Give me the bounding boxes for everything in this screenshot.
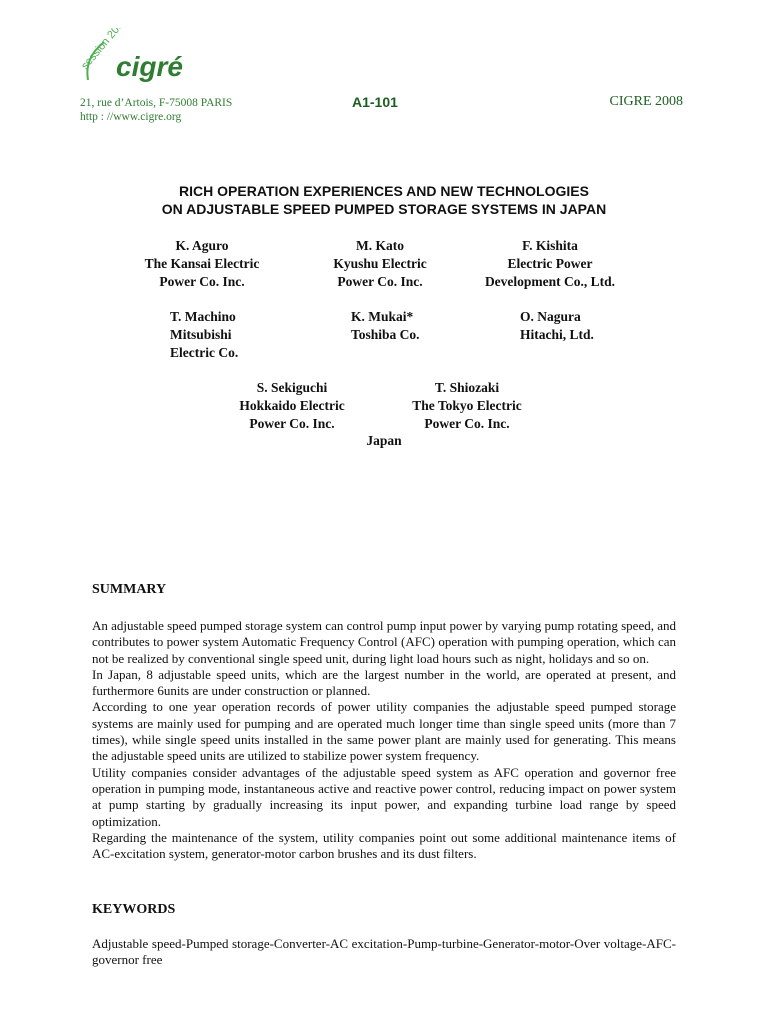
- title-line-1: RICH OPERATION EXPERIENCES AND NEW TECHNOLOGIES: [179, 183, 589, 199]
- address-line: 21, rue d’Artois, F-75008 PARIS: [80, 97, 233, 109]
- author-affiliation: Power Co. Inc.: [424, 416, 510, 431]
- author-block: [470, 237, 630, 291]
- keywords-text: Adjustable speed-Pumped storage-Converter-AC excitation-Pump-turbine-Generator-motor-Over voltage-AFC-governor free: [92, 936, 676, 968]
- author-affiliation: Power Co. Inc.: [337, 274, 423, 289]
- author-affiliation: Power Co. Inc.: [159, 274, 245, 289]
- author-affiliation: Electric Co.: [170, 345, 239, 360]
- author-affiliation: Power Co. Inc.: [249, 416, 335, 431]
- summary-body: [92, 618, 676, 862]
- paper-title: [0, 182, 768, 218]
- author-name: O. Nagura: [520, 309, 581, 324]
- author-affiliation: The Kansai Electric: [144, 256, 260, 271]
- summary-heading: SUMMARY: [92, 582, 167, 597]
- author-affiliation: The Tokyo Electric: [412, 398, 522, 413]
- author-block: [170, 308, 310, 362]
- svg-text:cigré: cigré: [116, 51, 183, 82]
- summary-paragraph: According to one year operation records of power utility companies the adjustable speed pumped storage systems are mainly used for pumping and are operated much longer time than single speed units (more than 7 times), while single speed units installed in the same power plant are mainly used for generating. This means the adjustable speed units are utilized to stabilize power system frequency.: [92, 699, 676, 764]
- author-affiliation: Kyushu Electric: [333, 256, 427, 271]
- author-block: [351, 308, 471, 344]
- author-name: F. Kishita: [522, 238, 578, 253]
- keywords-heading: KEYWORDS: [92, 902, 176, 917]
- summary-paragraph: An adjustable speed pumped storage system can control pump input power by varying pump rotating speed, and contributes to power system Automatic Frequency Control (AFC) operation with pumping operation, which can not be realized by conventional single speed unit, during light load hours such as night, holidays and so on.: [92, 618, 676, 666]
- author-block: [394, 379, 540, 433]
- author-name: T. Machino: [170, 309, 236, 324]
- author-affiliation: Hokkaido Electric: [239, 398, 345, 413]
- author-affiliation: Mitsubishi: [170, 327, 232, 342]
- country: Japan: [366, 433, 402, 448]
- summary-paragraph: Utility companies consider advantages of the adjustable speed system as AFC operation and governor free operation in pumping mode, instantaneous active and reactive power control, reducing impact on power system at pump starting by gradually increasing its input power, and expanding turbine load range by speed optimization.: [92, 764, 676, 829]
- author-name: K. Aguro: [175, 238, 229, 253]
- address-block: [80, 96, 232, 124]
- author-name: T. Shiozaki: [434, 380, 500, 395]
- author-block: [222, 379, 362, 433]
- paper-code: A1-101: [352, 94, 398, 110]
- author-affiliation: Electric Power: [507, 256, 593, 271]
- author-affiliation: Development Co., Ltd.: [484, 274, 616, 289]
- author-block: [520, 308, 640, 344]
- author-block: [318, 237, 442, 291]
- author-name: M. Kato: [356, 238, 404, 253]
- author-name: S. Sekiguchi: [256, 380, 328, 395]
- author-block: [132, 237, 272, 291]
- summary-paragraph: In Japan, 8 adjustable speed units, which are the largest number in the world, are operated at present, and furthermore 6units are under construction or planned.: [92, 666, 676, 699]
- conference-name: CIGRE 2008: [609, 94, 683, 109]
- website-link[interactable]: http : //www.cigre.org: [80, 111, 182, 123]
- svg-text:session 2008: session 2008: [80, 28, 130, 72]
- author-name: K. Mukai*: [351, 309, 414, 324]
- cigre-logo: [80, 28, 190, 98]
- author-affiliation: Toshiba Co.: [351, 327, 420, 342]
- author-affiliation: Hitachi, Ltd.: [520, 327, 594, 342]
- summary-paragraph: Regarding the maintenance of the system, utility companies point out some additional maintenance items of AC-excitation system, generator-motor carbon brushes and its dust filters.: [92, 829, 676, 862]
- title-line-2: ON ADJUSTABLE SPEED PUMPED STORAGE SYSTEMS IN JAPAN: [161, 201, 607, 217]
